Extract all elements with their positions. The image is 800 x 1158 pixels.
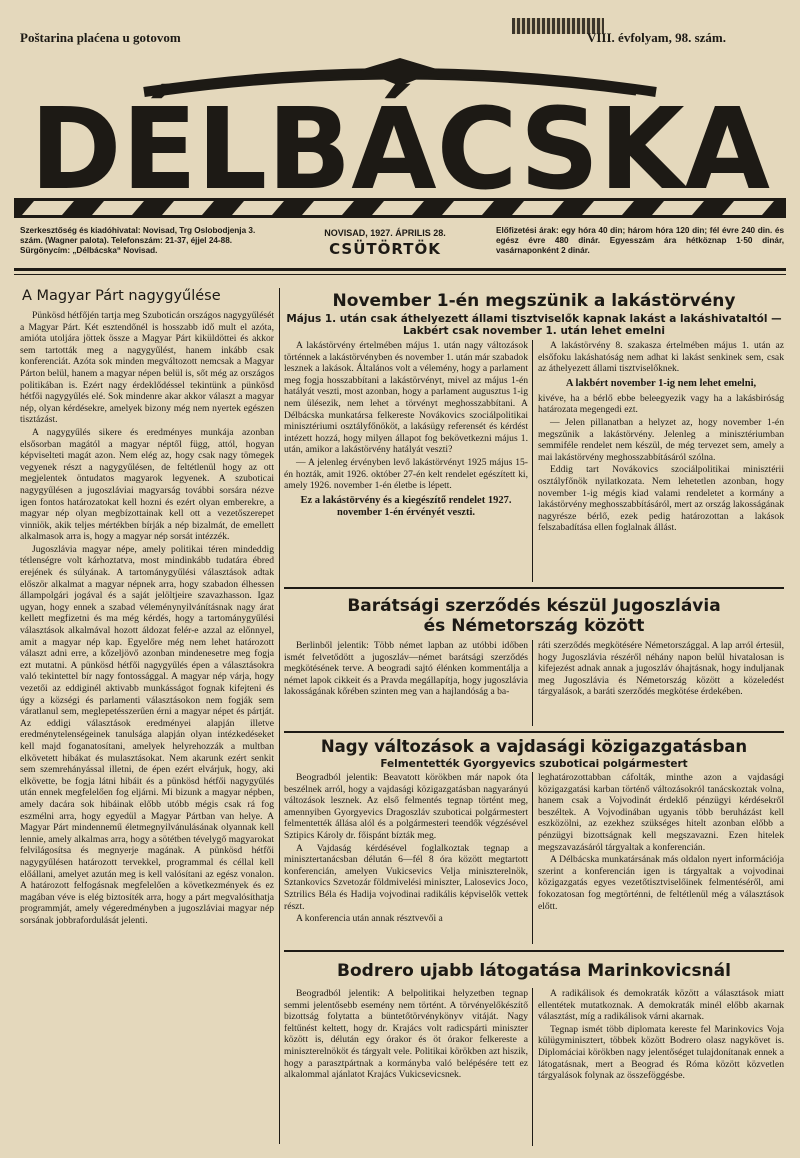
volume-issue: VIII. évfolyam, 98. szám.	[586, 30, 726, 45]
paragraph: leghatározottabban cáfolták, minthe azon a vajdasági közigazgatási karban történő változásokról tanácskoztak volna, hanem csak a Vojvodinát érdeklő pénzügyi kérdésekről beszéltek. A Vojvodinában ugyanis több beruházást kell eszközölni, az ezekhez szükséges hitelt azonban előbb a pénzügyi bizottságnak kell megszavazni. Ezen hitelek megszavazásáról tárgyaltak a konferencián.	[538, 772, 784, 853]
paragraph: A lakástörvény értelmében május 1. után nagy változások történnek a lakástörvényben és november 1. után már szabadok lesznek a lakások. Általános volt a vélemény, hogy a parlament meg fogja hosszabbítani a lakástörvényt, mivel az május 1-én hatályát veszti, most azonban, hogy a parlament augusztus 1-ig nem ülésezik, nem lehet a törvényt meghosszabbítani. A Délbácska munkatársa felkereste Novákovics szociálpolitikai minisztériumi osztályfőnököt, a lakásügy referensét és kérdést intézett hozzá, hogy milyen állapot fog bekövetkezni május 1. után, amikor a lakástörvény hatályát veszti?	[284, 340, 528, 456]
paragraph: — A jelenleg érvényben levő lakástörvényt 1925 május 15-én hozták, amit 1926. október 27-én kelt rendelet egészített ki, amely 1926. november 1-én életbe is lépett.	[284, 456, 528, 492]
masthead	[14, 52, 786, 222]
paragraph: Beogradból jelentik: Beavatott körökben már napok óta beszélnek arról, hogy a vajdasági közigazgatásban nagyarányú változások lesznek. Az első felmentés tegnap történt meg, amennyiben Gyorgyevics Dragoszláv szuboticai polgármestert felmentették állása alól és a polgármesteri teendők végzésével Sztipics Károly dr. főispánt bízták meg.	[284, 772, 528, 841]
paragraph: Berlinből jelentik: Több német lapban az utóbbi időben ismét felvetődött a jugoszláv—német barátsági szerződés megkötésének terve. A beogradi sajtó élénken kommentálja a német lapok cikkeit és a Pravda megállapítja, hogy jugoszlávia lakosságának kőrében szinten meg van a hajlandóság a ba-	[284, 640, 528, 698]
baratsagi-col1	[284, 640, 528, 728]
paragraph: Beogradból jelentik: A belpolitikai helyzetben tegnap semmi jelentősebb esemény nem történt. A törvényelőkészítő bizottság folytatta a büntetőtörvénykönyv vitáját. Nagy feltűnést keltett, hogy dr. Krajács volt radicspárti miniszter között is, délután egy órakor és öt órakor felkereste a miniszterelnököt és tárgyalt vele. Politikai körökben azt hiszik, hogy a parasztpártnak a kormányba való belépésére tett ez alkalommal ajánlatot Krajács Vukicsevicsnek.	[284, 988, 528, 1081]
lakastorveny-subtitle: Május 1. után csak áthelyezett állami tisztviselők kapnak lakást a lakáshivataltól — Lakbért csak november 1. után lehet emelni	[286, 313, 782, 337]
header-rule	[14, 268, 786, 271]
paragraph: A konferencia után annak résztvevői a	[296, 913, 443, 925]
baratsagi-title-1: Barátsági szerződés készül Jugoszlávia	[347, 596, 721, 616]
vajdasag-title: Nagy változások a vajdasági közigazgatásban	[320, 737, 748, 756]
baratsagi-col2	[538, 640, 784, 728]
paragraph: kivéve, ha a bérlő ebbe beleegyezik vagy ha a lakásbiróság határozata megengedi ezt.	[538, 392, 784, 416]
paragraph: A Délbácska munkatársának más oldalon nyert információja szerint a konferencián igen is tárgyaltak a vojvodinai közigazgatás egyes vezetőtisztviselőinek felmentéséről, ami fokozatosan fog megtörténni, de feltétlenül még a választások előtt.	[538, 854, 784, 912]
column-divider	[532, 988, 533, 1146]
column-divider	[532, 772, 533, 944]
baratsagi-title-2: és Németország között	[423, 616, 645, 636]
bodrero-title: Bodrero ujabb látogatása Marinkovicsnál	[337, 961, 731, 981]
paragraph: Tegnap ismét több diplomata kereste fel Marinkovics Voja külügyminisztert, többek között Bodrero olasz nagykövet is. Diplomáciai körökben nagy jelentőséget tulajdonítanak ennek a látogatásnak, mert a Beograd és Róma között közvetlen tárgyalások folynak az összeföggésbe.	[538, 1023, 784, 1082]
vajdasag-col2	[538, 772, 784, 946]
paragraph: ráti szerződés megkötésére Németországgal. A lap arról értesül, hogy Jugoszlávia részéről néhány napon belül hivatalosan is kifejezést adnak annak a jugoszláv óhajtásnak, hogy induljanak meg Jugoszlávia és Németország között a közeledést tárgyalások, a baráti szerződés megkötése érdekében.	[538, 640, 784, 698]
vajdasag-col1	[284, 772, 528, 946]
magyar-part-body	[20, 310, 274, 1145]
paragraph: Pünkösd hétfőjén tartja meg Szuboticán országos nagygyűlését a Magyar Párt. Két esztendőnél is hosszabb idő mult el azóta, amióta utoljára jöttek össze a Magyar Párt kiküldöttei és akkor sem tartották meg a nagygyűlést, hanem inkább csak konferenciát. Azóta sok minden megváltozott nemcsak a Magyar Párton belül, hanem a magyar népen belül is, sőt még az országos politikában is. Ezért nagy érdeklődéssel tekintünk a pünkösd hétfői nagygyűlés elé. Sok mindenre akar akkor választ a magyar nép, olyan kérdésekre, amelyek bizony még nem nyertek egészen tisztázást.	[20, 310, 274, 426]
lakastorveny-title: November 1-én megszünik a lakástörvény	[332, 291, 736, 311]
lakastorveny-bold-note: Ez a lakástörvény és a kiegészítő rendelet 1927. november 1-én érvényét veszti.	[300, 494, 512, 518]
header-rule-thin	[14, 274, 786, 275]
bodrero-col2	[538, 988, 784, 1148]
article-rule	[284, 731, 784, 733]
editorial-office: Szerkesztőség és kiadóhivatal: Novisad, Trg Oslobodjenja 3. szám. (Wagner palota). Telefonszám: 21-37, éjjel 24-88. Sürgönycím: „Délbácska“ Novisad.	[20, 226, 256, 255]
paragraph: — Jelen pillanatban a helyzet az, hogy november 1-én megszűnik a lakástörvény. Jelenleg a minisztériumban semmiféle rendelet nem készül, de még tervezet sem, amely a mai lakástörvény meghosszabbításáról szólna.	[538, 416, 784, 463]
weekday: CSÜTÖRTÖK	[329, 240, 441, 258]
masthead-ornament	[14, 52, 786, 222]
paragraph: A nagygyűlés sikere és eredményes munkája azonban elsősorban magától a magyar néptől függ, attól, hogyan képviselteti magát azon. Nem elég az, hogy csak nagy tömegek vegyenek részt a nagygyűlésen, de feltétlenül hogy az ott megjelentek öntudatos magyarok legyenek. A szuboticai nagygyűlésen a jugoszláviai magyarság további sorsára nézve igen fontos határozatokat kell hozni és ezért olyan emberekre, a magyar nép olyan megbízottainak kell ott a vezetőszerepet vinniök, akik teljes mértékben bírják a nép bizalmát, de emellett alkalmasok arra is, hogy a magyar nép sorsát intézzék.	[20, 426, 274, 543]
column-divider	[532, 640, 533, 726]
bodrero-col1	[284, 988, 528, 1148]
vajdasag-subtitle: Felmentették Gyorgyevics szuboticai polgármestert	[380, 758, 688, 770]
lakastorveny-col1	[284, 340, 528, 584]
paragraph: Eddig tart Novákovics szociálpolitikai minisztérii osztályfőnök nyilatkozata. Nem lehetetlen azonban, hogy november 1-ig mégis kiad valami rendeletet a kormány a lakástörvény meghosszabbításáról, mert az ország lakosságának nagyrésze bérlő, ezek pedig határozottan a lakások felszabadítása ellen foglalnak állást.	[538, 464, 784, 534]
paragraph: A Vajdaság kérdésével foglalkoztak tegnap a minisztertanácsban délután 6—fél 8 óra között megtartott konferencián, amelyen Vukicsevics Velja miniszterelnök, Sztankovics Szvetozár földmivelési miniszter, Lalosevics Joco, Sztrilics Béla és Hadija vojvodinai radikális képviselők vettek részt.	[284, 842, 528, 912]
paragraph: A radikálisok és demokraták között a választások miatt ellentétek mutatkoznak. A demokraták minél előbb akarnak választást, míg a radikálisok várni akarnak.	[538, 988, 784, 1023]
paragraph: Jugoszlávia magyar népe, amely politikai téren mindeddig tétlenségre volt kárhoztatva, most mindinkább tudatára ébred erejének és súlyának. A tartománygyűlési választások adtak először alkalmat a magyar népnek arra, hogy szabadon élhessen állampolgári jogával és a saját jelöltjeire szavazhasson. Igaz ugyan, hogy ennek a szabad véleménynyilvánításnak nagy árat kellett megfizetni és ma még kérdés, hogy a tartománygyűlési választások alkalmával hozott áldozat felér-e azzal az előnnyel, amit a magyar nép kap. Egyelőre még nem lehet határozott választ adni erre, a kőzeljövő azonban mindenesetre meg fogja ezt mutatni. A pünkösd hétfői nagygyűlés épen a választásokra való tekintettel bír nagy fontossággal. A magyar nép várja, hogy vezetői az eddiginél aktivabb munkásságot fognak kifejteni és úgy a községi és parlamenti választásokon nem fogják sem váratlanul sem, meglepetésszerűen érni a magyar népet és pártját. Az eddigi választások eredményei alapján illetve eredménytelenségeinek tanulsága alapján olyan intézkedéseket kell majd foganatosítani, amelyek helyrehozzák a multban elkövetett hibákat és mulasztásokat. Nem akarunk ezért senkit sem szemrehányással illetni, de épen ezért elvárjuk, hogy, aki elkövette, be fogja látni hibáit és a pünkösd hétfői nagygyűlés után ennek megfelelően fog eljárni. Mi bizunk a magyar népben, amely dacára sok hibáinak előbb utóbb mégis csak rá fog eszmélni arra, hogy egyedül a Magyar Pártban van helye. A Magyar Párt mindennemű életmegnyilvánulásának olyannak kell lennie, amely alkalmas arra, hogy a sötétben tévelygő magyarokat felvilágosítsa és megnyerje magának. A pünkösd hétfői nagygyűlésen határozott tervekkel, programmal és céllal kell előállani, amelyet azután meg is kell valósítani az egész vonalon. A határozott felfogásnak megfelelően a következmények és ez magában véve is elég biztosíték arra, hogy a párt megvalósíthatja programmját, amely végeredményben a jugoszláviai magyar nép sorsának jobbrafordulását jelenti.	[20, 543, 274, 926]
lakastorveny-col2	[538, 340, 784, 584]
issue-date: NOVISAD, 1927. ÁPRILIS 28.	[324, 228, 446, 238]
subscription-prices: Előfizetési árak: egy hóra 40 din; három hóra 120 din; fél évre 240 din. és egész évre 480 dinár. Egyesszám ára hétköznap 1·50 dinár, vasárnaponként 2 dinár.	[496, 226, 784, 255]
postage-note: Poštarina plaćena u gotovom	[20, 30, 181, 45]
article-rule	[284, 950, 784, 952]
lakber-bold-note: A lakbért november 1-ig nem lehet emelni,	[565, 377, 757, 389]
magyar-part-title: A Magyar Párt nagygyűlése	[22, 288, 221, 304]
column-divider	[279, 288, 280, 1144]
column-divider	[532, 340, 533, 582]
masthead-title: DÉLBÁCSKA	[30, 85, 782, 215]
paragraph: A lakástörvény 8. szakasza értelmében május 1. után az elsőfoku lakáshatóság nem adhat ki lakást senkinek sem, csak az áthelyezett állami tisztviselőknek.	[538, 340, 784, 375]
article-rule	[284, 587, 784, 589]
